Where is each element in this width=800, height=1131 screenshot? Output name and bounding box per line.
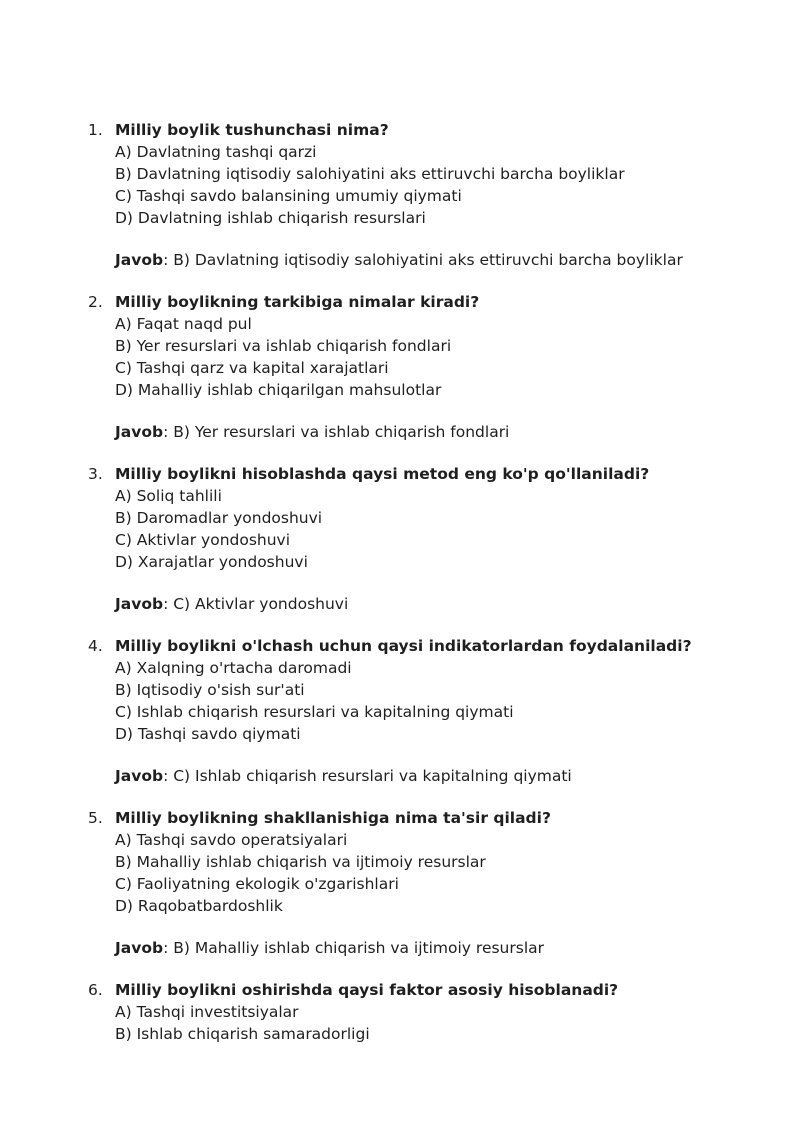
option-b: B) Yer resurslari va ishlab chiqarish fondlari	[115, 337, 452, 355]
option-a: A) Tashqi investitsiyalar	[115, 1003, 299, 1021]
option-a: A) Faqat naqd pul	[115, 315, 252, 333]
answer-text: B) Mahalliy ishlab chiqarish va ijtimoiy resurslar	[173, 939, 545, 957]
question-text: Milliy boylikning tarkibiga nimalar kiradi?	[115, 293, 480, 311]
question-number: 6.	[88, 981, 103, 999]
option-c: C) Aktivlar yondoshuvi	[115, 531, 291, 549]
question-text: Milliy boylikni o'lchash uchun qaysi indikatorlardan foydalaniladi?	[115, 637, 692, 655]
option-a: A) Soliq tahlili	[115, 487, 222, 505]
option-list	[88, 313, 778, 401]
answer-label: Javob	[115, 595, 164, 613]
question-3	[88, 463, 778, 615]
option-b: B) Daromadlar yondoshuvi	[115, 509, 323, 527]
answer-separator: :	[163, 423, 174, 441]
answer-label: Javob	[115, 939, 164, 957]
option-list	[88, 1001, 778, 1045]
question-header	[88, 119, 778, 141]
question-2	[88, 291, 778, 443]
option-b: B) Davlatning iqtisodiy salohiyatini aks ettiruvchi barcha boyliklar	[115, 165, 625, 183]
option-d: D) Davlatning ishlab chiqarish resurslari	[115, 209, 426, 227]
option-list	[88, 485, 778, 573]
option-b: B) Ishlab chiqarish samaradorligi	[115, 1025, 370, 1043]
answer-separator: :	[163, 939, 174, 957]
option-b: B) Iqtisodiy o'sish sur'ati	[115, 681, 305, 699]
option-a: A) Tashqi savdo operatsiyalari	[115, 831, 348, 849]
answer-label: Javob	[115, 423, 164, 441]
option-d: D) Xarajatlar yondoshuvi	[115, 553, 308, 571]
answer-line	[88, 937, 778, 959]
answer-line	[88, 593, 778, 615]
question-number: 5.	[88, 809, 103, 827]
option-a: A) Davlatning tashqi qarzi	[115, 143, 317, 161]
answer-text: B) Yer resurslari va ishlab chiqarish fondlari	[173, 423, 510, 441]
answer-line	[88, 249, 778, 271]
option-c: C) Tashqi qarz va kapital xarajatlari	[115, 359, 389, 377]
answer-line	[88, 421, 778, 443]
question-6	[88, 979, 778, 1045]
answer-text: C) Aktivlar yondoshuvi	[173, 595, 349, 613]
option-b: B) Mahalliy ishlab chiqarish va ijtimoiy resurslar	[115, 853, 486, 871]
answer-separator: :	[163, 595, 174, 613]
question-number: 2.	[88, 293, 103, 311]
answer-line	[88, 765, 778, 787]
option-d: D) Mahalliy ishlab chiqarilgan mahsulotlar	[115, 381, 442, 399]
option-c: C) Tashqi savdo balansining umumiy qiymati	[115, 187, 462, 205]
question-text: Milliy boylikning shakllanishiga nima ta'sir qiladi?	[115, 809, 551, 827]
question-1	[88, 119, 778, 271]
option-list	[88, 829, 778, 917]
question-header	[88, 807, 778, 829]
question-number: 1.	[88, 121, 103, 139]
question-text: Milliy boylik tushunchasi nima?	[115, 121, 389, 139]
question-text: Milliy boylikni oshirishda qaysi faktor asosiy hisoblanadi?	[115, 981, 619, 999]
answer-text: B) Davlatning iqtisodiy salohiyatini aks ettiruvchi barcha boyliklar	[173, 251, 683, 269]
answer-label: Javob	[115, 251, 164, 269]
answer-separator: :	[163, 767, 174, 785]
question-header	[88, 635, 778, 657]
question-4	[88, 635, 778, 787]
option-list	[88, 657, 778, 745]
option-c: C) Faoliyatning ekologik o'zgarishlari	[115, 875, 399, 893]
answer-label: Javob	[115, 767, 164, 785]
answer-text: C) Ishlab chiqarish resurslari va kapitalning qiymati	[173, 767, 572, 785]
question-list	[88, 119, 778, 1065]
option-a: A) Xalqning o'rtacha daromadi	[115, 659, 352, 677]
question-header	[88, 463, 778, 485]
question-header	[88, 291, 778, 313]
question-header	[88, 979, 778, 1001]
option-d: D) Tashqi savdo qiymati	[115, 725, 301, 743]
answer-separator: :	[163, 251, 174, 269]
option-list	[88, 141, 778, 229]
option-d: D) Raqobatbardoshlik	[115, 897, 283, 915]
question-number: 4.	[88, 637, 103, 655]
question-number: 3.	[88, 465, 103, 483]
option-c: C) Ishlab chiqarish resurslari va kapitalning qiymati	[115, 703, 514, 721]
question-text: Milliy boylikni hisoblashda qaysi metod eng ko'p qo'llaniladi?	[115, 465, 650, 483]
question-5	[88, 807, 778, 959]
